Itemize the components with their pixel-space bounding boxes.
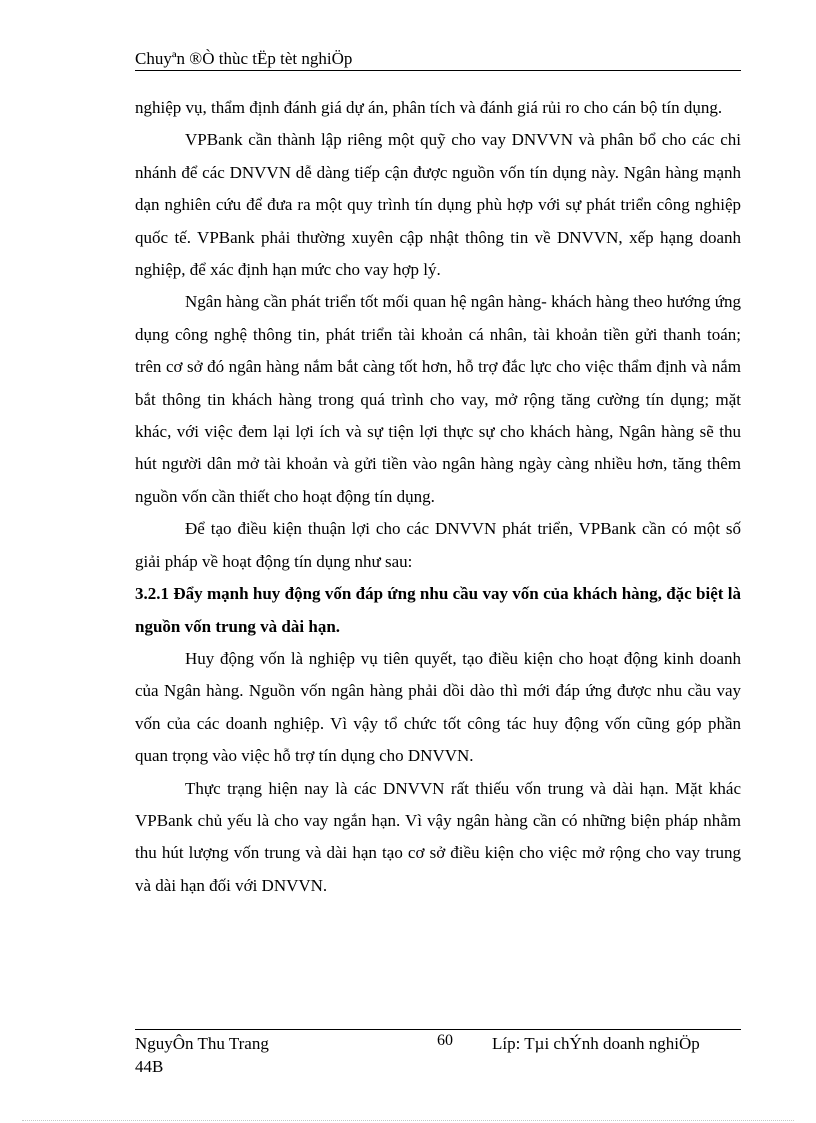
footer-cohort: 44B [135, 1057, 164, 1076]
footer-divider [135, 1029, 741, 1030]
footer-class-label: Líp: Tµi chÝnh doanh nghiÖp [492, 1034, 700, 1053]
page-number: 60 [437, 1032, 453, 1049]
paragraph-capital-mobilization: Huy động vốn là nghiệp vụ tiên quyết, tạo điều kiện cho hoạt động kinh doanh của Ngân hàng. Nguồn vốn ngân hàng phải dồi dào thì mới đáp ứng được nhu cầu vay vốn của các doanh nghiệp. Vì vậy tổ chức tốt công tác huy động vốn cũng góp phần quan trọng vào việc hỗ trợ tín dụng cho DNVVN. [135, 648, 741, 766]
page-header-title: Chuyªn ®Ò thùc tËp tèt nghiÖp [135, 49, 353, 68]
page-bottom-edge [22, 1120, 794, 1121]
paragraph-continuation: nghiệp vụ, thẩm định đánh giá dự án, phân tích và đánh giá rủi ro cho cán bộ tín dụng. [135, 98, 723, 117]
footer-author: NguyÔn Thu Trang [135, 1034, 269, 1053]
header-divider [135, 70, 741, 71]
document-body [135, 92, 741, 902]
paragraph-fund: VPBank cần thành lập riêng một quỹ cho vay DNVVN và phân bổ cho các chi nhánh để các DNVVN dễ dàng tiếp cận được nguồn vốn tín dụng này. Ngân hàng mạnh dạn nghiên cứu để đưa ra một quy trình tín dụng phù hợp với sự phát triển công nghiệp quốc tế. VPBank phải thường xuyên cập nhật thông tin về DNVVN, xếp hạng doanh nghiệp, để xác định hạn mức cho vay hợp lý. [135, 130, 741, 280]
section-heading-3-2-1: 3.2.1 Đẩy mạnh huy động vốn đáp ứng nhu cầu vay vốn của khách hàng, đặc biệt là nguồn vốn trung và dài hạn. [135, 584, 741, 636]
paragraph-current-situation: Thực trạng hiện nay là các DNVVN rất thiếu vốn trung và dài hạn. Mặt khác VPBank chủ yếu là cho vay ngắn hạn. Vì vậy ngân hàng cần có những biện pháp nhằm thu hút lượng vốn trung và dài hạn tạo cơ sở điều kiện cho việc mở rộng cho vay trung và dài hạn đối với DNVVN. [135, 778, 741, 895]
paragraph-solutions-intro: Để tạo điều kiện thuận lợi cho các DNVVN phát triển, VPBank cần có một số giải pháp về hoạt động tín dụng như sau: [135, 519, 741, 571]
paragraph-customer-relations: Ngân hàng cần phát triển tốt mối quan hệ ngân hàng- khách hàng theo hướng ứng dụng công nghệ thông tin, phát triển tài khoản cá nhân, tài khoản tiền gửi thanh toán; trên cơ sở đó ngân hàng nắm bắt càng tốt hơn, hỗ trợ đắc lực cho việc thẩm định và nắm bắt thông tin khách hàng trong quá trình cho vay, mở rộng tăng cường tín dụng; mặt khác, với việc đem lại lợi ích và sự tiện lợi thực sự cho khách hàng, Ngân hàng sẽ thu hút người dân mở tài khoản và gửi tiền vào ngân hàng ngày càng nhiều hơn, tăng thêm nguồn vốn cần thiết cho hoạt động tín dụng. [135, 292, 741, 506]
